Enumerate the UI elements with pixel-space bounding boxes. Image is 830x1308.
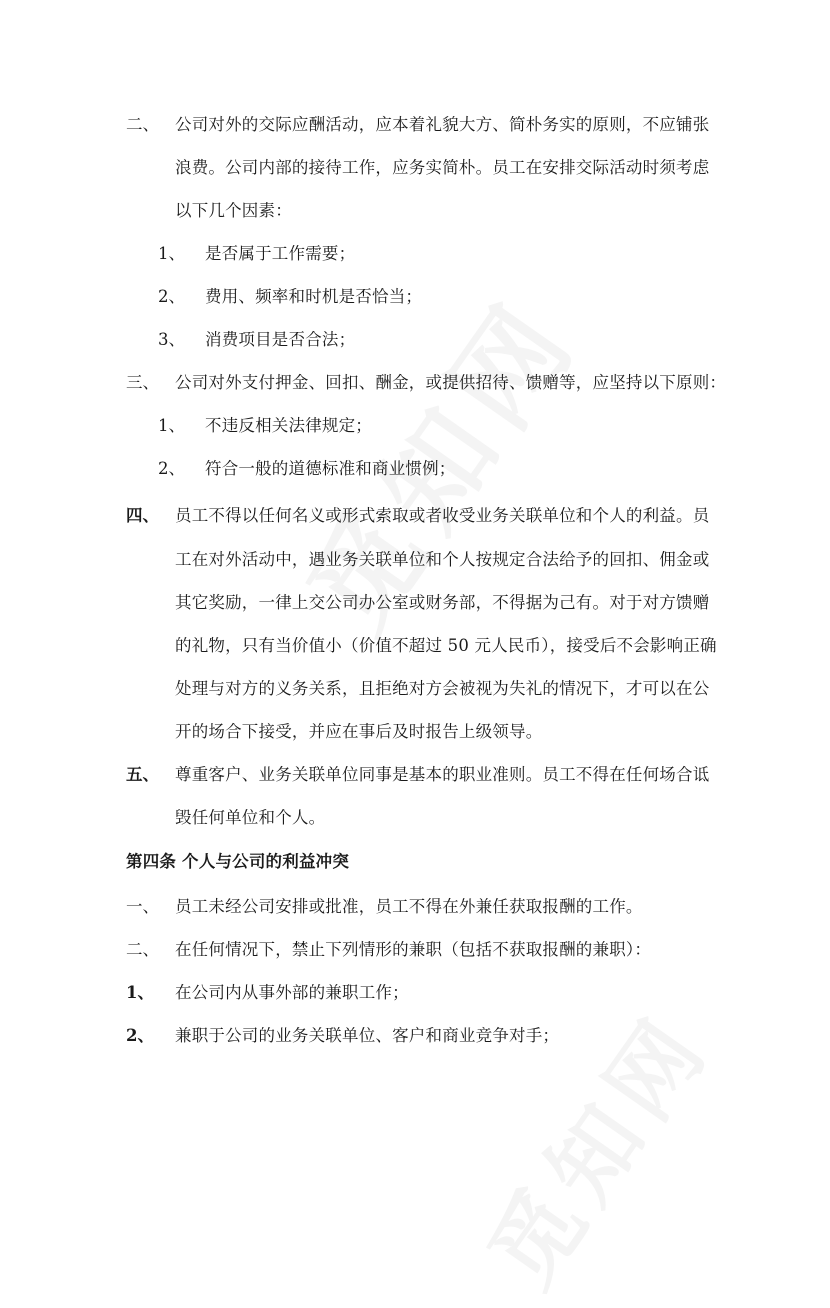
list-item: 费用、频率和时机是否恰当；: [205, 287, 423, 306]
section-heading: 第四条 个人与公司的利益冲突: [126, 852, 350, 871]
paragraph-line: 其它奖励，一律上交公司办公室或财务部，不得据为己有。对于对方馈赠: [175, 593, 710, 612]
list-marker: 一、: [126, 897, 159, 916]
paragraph-line: 尊重客户、业务关联单位同事是基本的职业准则。员工不得在任何场合诋: [175, 765, 710, 784]
list-marker: 二、: [126, 940, 159, 959]
list-marker: 2、: [126, 1026, 154, 1045]
list-item: 符合一般的道德标准和商业惯例；: [205, 459, 456, 478]
list-marker: 1、: [158, 244, 185, 263]
paragraph-line: 公司对外的交际应酬活动，应本着礼貌大方、简朴务实的原则，不应铺张: [175, 115, 710, 134]
list-marker: 五、: [126, 765, 159, 784]
list-marker: 1、: [126, 983, 154, 1002]
paragraph-line: 员工未经公司安排或批准，员工不得在外兼任获取报酬的工作。: [175, 897, 643, 916]
list-marker: 2、: [158, 287, 185, 306]
list-item: 是否属于工作需要；: [205, 244, 356, 263]
list-item: 兼职于公司的业务关联单位、客户和商业竞争对手；: [175, 1026, 560, 1045]
paragraph-line: 浪费。公司内部的接待工作，应务实简朴。员工在安排交际活动时须考虑: [175, 158, 710, 177]
paragraph-line: 工在对外活动中，遇业务关联单位和个人按规定合法给予的回扣、佣金或: [175, 550, 710, 569]
list-marker: 1、: [158, 416, 185, 435]
paragraph-line: 开的场合下接受，并应在事后及时报告上级领导。: [175, 722, 543, 741]
list-marker: 三、: [126, 373, 159, 392]
paragraph-line: 的礼物，只有当价值小（价值不超过 50 元人民币），接受后不会影响正确: [175, 636, 717, 655]
paragraph-line: 员工不得以任何名义或形式索取或者收受业务关联单位和个人的利益。员: [175, 506, 710, 525]
paragraph-line: 毁任何单位和个人。: [175, 808, 326, 827]
list-marker: 四、: [126, 506, 159, 525]
list-item: 消费项目是否合法；: [205, 330, 356, 349]
list-item: 在公司内从事外部的兼职工作；: [175, 983, 409, 1002]
list-marker: 3、: [158, 330, 185, 349]
list-marker: 二、: [126, 115, 159, 134]
list-marker: 2、: [158, 459, 185, 478]
paragraph-line: 以下几个因素：: [175, 201, 292, 220]
list-item: 不违反相关法律规定；: [205, 416, 372, 435]
paragraph-line: 公司对外支付押金、回扣、酬金，或提供招待、馈赠等，应坚持以下原则：: [175, 373, 727, 392]
paragraph-line: 在任何情况下，禁止下列情形的兼职（包括不获取报酬的兼职）：: [175, 940, 652, 959]
paragraph-line: 处理与对方的义务关系，且拒绝对方会被视为失礼的情况下，才可以在公: [175, 679, 710, 698]
